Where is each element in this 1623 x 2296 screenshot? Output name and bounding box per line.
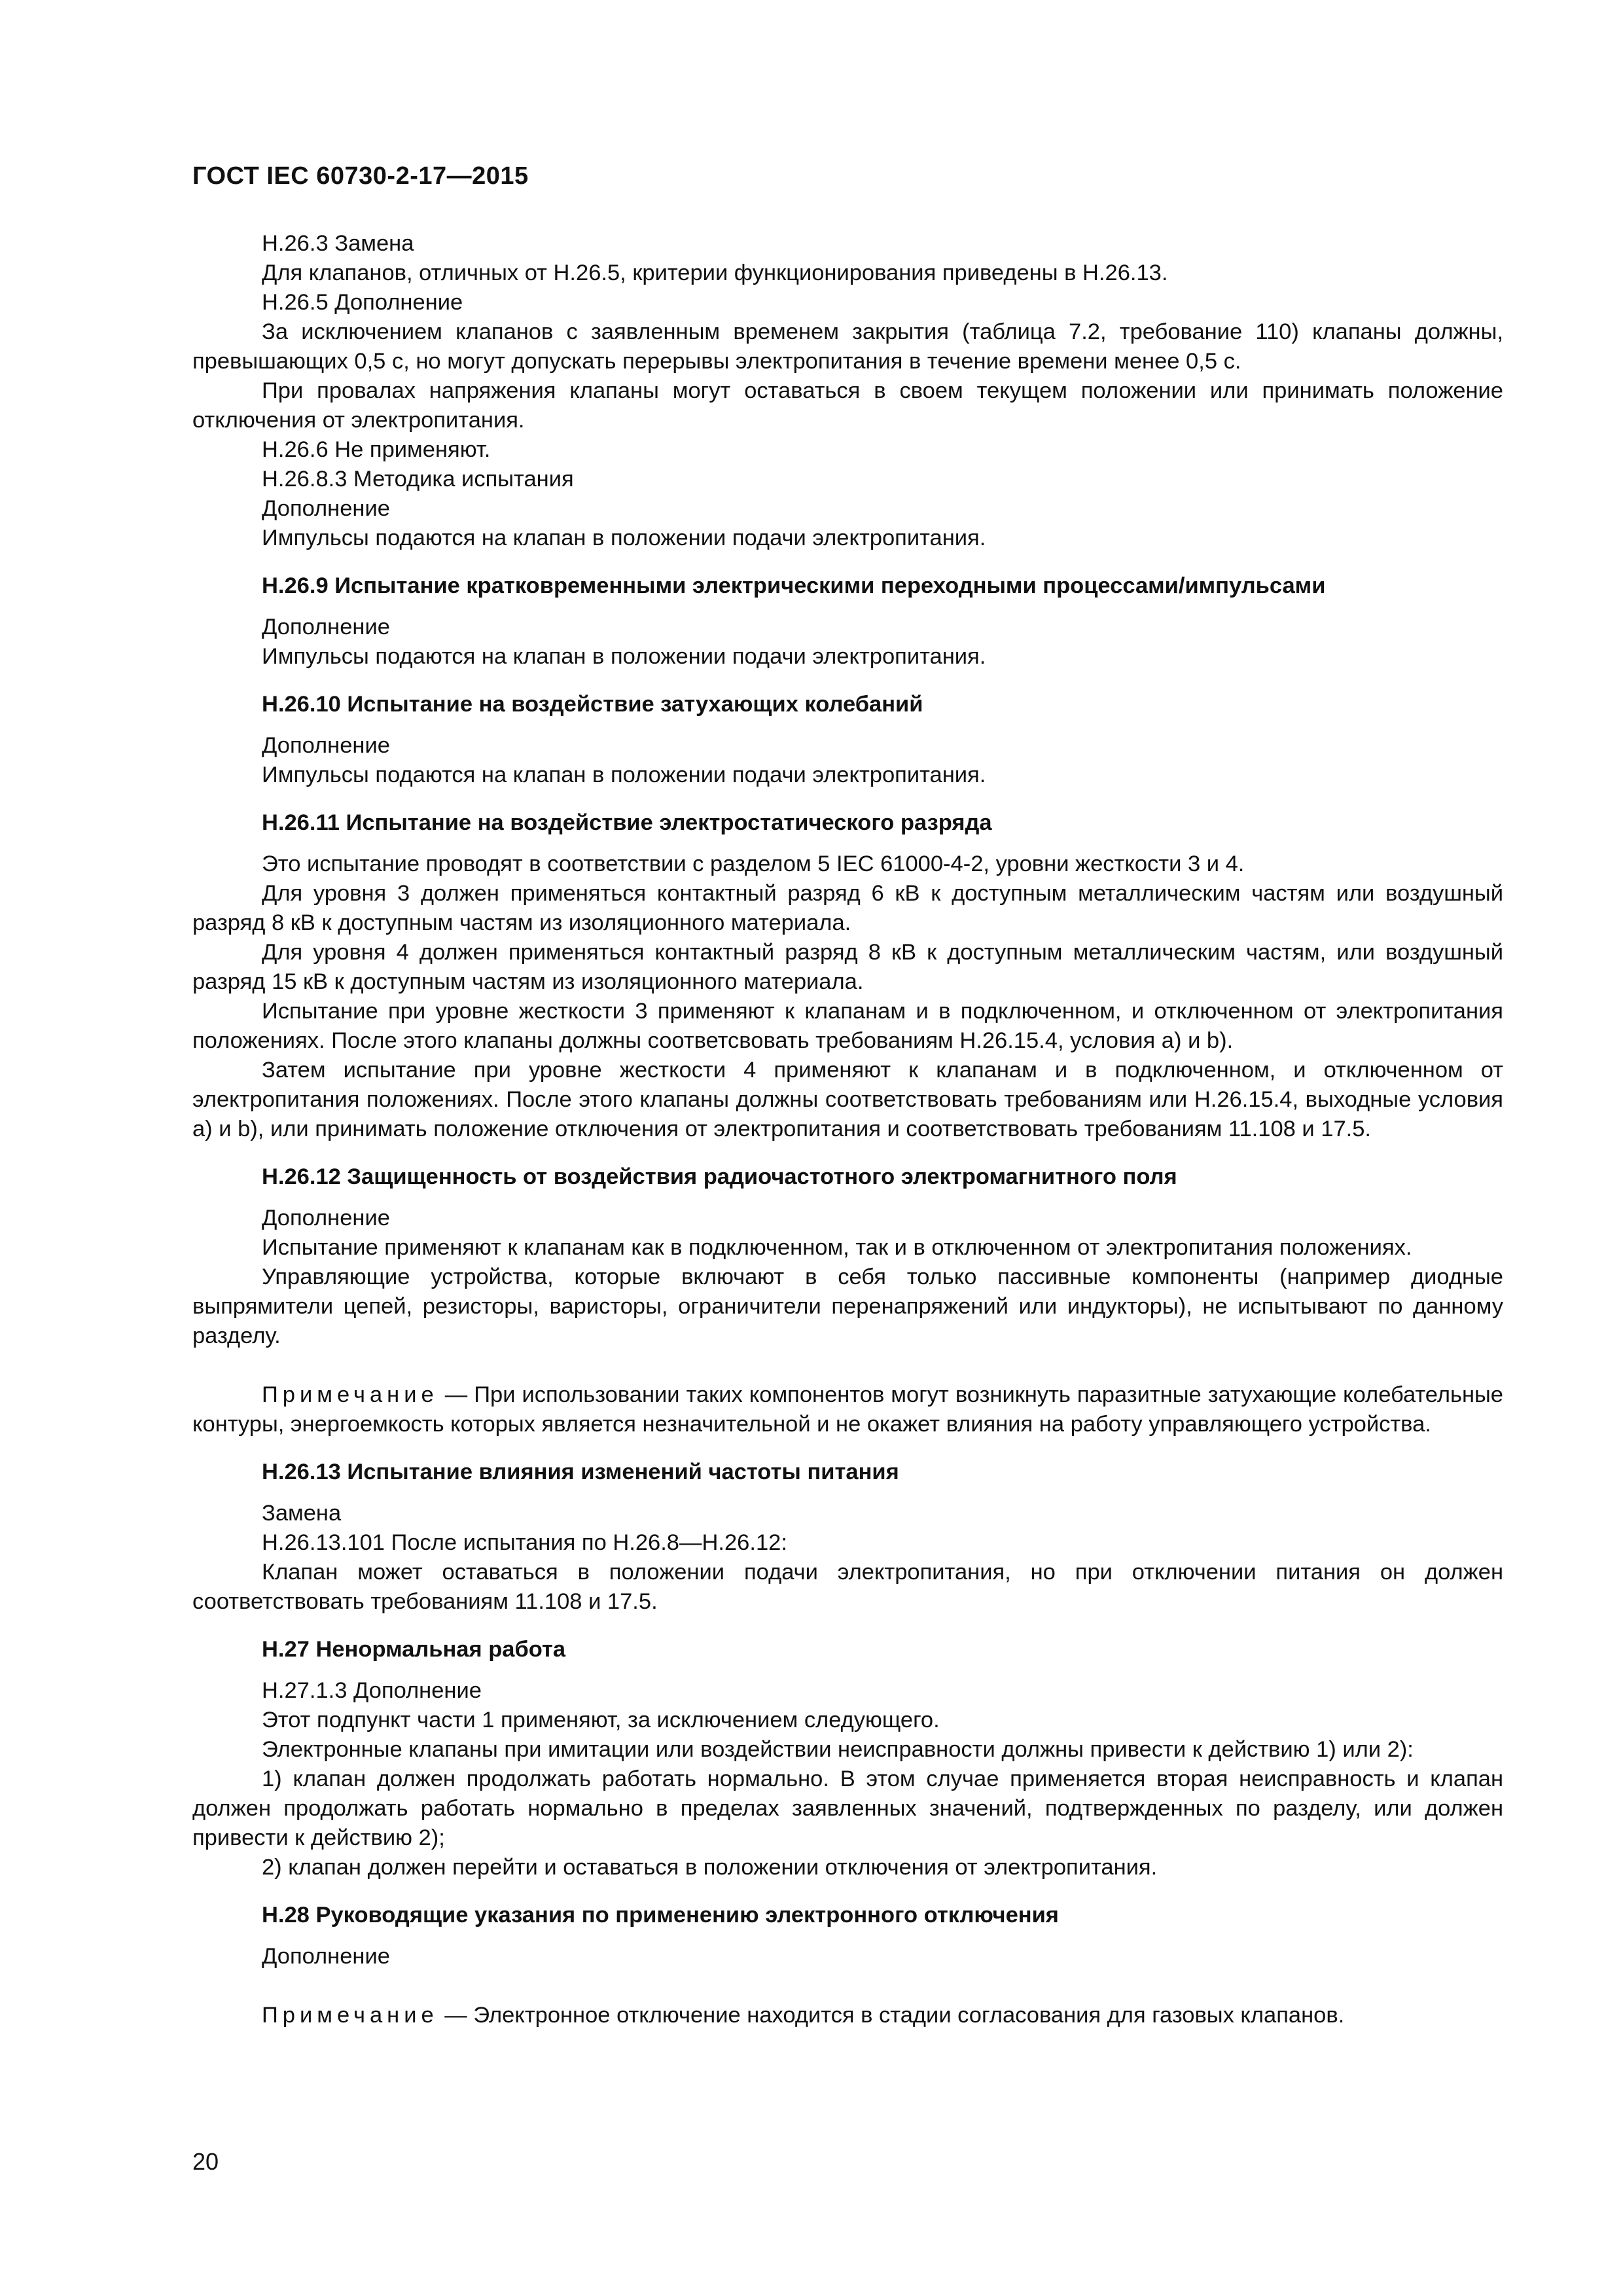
paragraph: Н.26.13.101 После испытания по Н.26.8—Н.26.12: — [262, 1530, 787, 1555]
paragraph: Это испытание проводят в соответствии с разделом 5 IEC 61000-4-2, уровни жесткости 3 и 4. — [262, 852, 1245, 876]
section-heading: Н.26.10 Испытание на воздействие затухающих колебаний — [262, 692, 923, 717]
paragraph: Дополнение — [262, 615, 390, 639]
section-heading: Н.26.11 Испытание на воздействие электростатического разряда — [262, 810, 992, 835]
paragraph: Н.26.3 Замена — [262, 231, 414, 256]
paragraph: При провалах напряжения клапаны могут оставаться в своем текущем положении или принимать положение отключения от электропитания. — [192, 378, 1503, 433]
paragraph: Импульсы подаются на клапан в положении подачи электропитания. — [262, 762, 986, 787]
page-number: 20 — [192, 2148, 219, 2175]
section-heading: Н.27 Ненормальная работа — [262, 1637, 566, 1662]
paragraph: Дополнение — [262, 733, 390, 758]
paragraph: Н.27.1.3 Дополнение — [262, 1678, 482, 1703]
paragraph: Дополнение — [262, 1206, 390, 1230]
note-text: — При использовании таких компонентов могут возникнуть паразитные затухающие колебательные контуры, энергоемкость которых является незначительной и не окажет влияния на работу управляющего устройства. — [192, 1382, 1503, 1437]
paragraph: Дополнение — [262, 496, 390, 521]
note-label: Примечание — [262, 2003, 438, 2028]
note-paragraph — [192, 1380, 1503, 1439]
note-label: Примечание — [262, 1382, 438, 1407]
paragraph: Н.26.5 Дополнение — [262, 290, 463, 315]
paragraph: Испытание применяют к клапанам как в подключенном, так и в отключенном от электропитания положениях. — [262, 1235, 1412, 1260]
paragraph: Импульсы подаются на клапан в положении подачи электропитания. — [262, 644, 986, 669]
paragraph: Этот подпункт части 1 применяют, за исключением следующего. — [262, 1708, 940, 1732]
paragraph: 1) клапан должен продолжать работать нормально. В этом случае применяется вторая неисправность и клапан должен продолжать работать нормально в пределах заявленных значений, подтвержденных по разделу, или должен привести к действию 2); — [192, 1767, 1503, 1850]
paragraph: 2) клапан должен перейти и оставаться в положении отключения от электропитания. — [262, 1855, 1158, 1880]
paragraph: Н.26.6 Не применяют. — [262, 437, 491, 462]
paragraph: Управляющие устройства, которые включают в себя только пассивные компоненты (например диодные выпрямители цепей, резисторы, варисторы, ограничители перенапряжений или индукторы), не испытывают по данному разделу. — [192, 1265, 1503, 1348]
standard-designation: ГОСТ IEC 60730-2-17—2015 — [192, 162, 529, 190]
paragraph: Электронные клапаны при имитации или воздействии неисправности должны привести к действию 1) или 2): — [262, 1737, 1414, 1762]
paragraph: За исключением клапанов с заявленным временем закрытия (таблица 7.2, требование 110) клапаны должны, превышающих 0,5 с, но могут допускать перерывы электропитания в течение времени менее 0,5 с. — [192, 319, 1503, 374]
paragraph: Затем испытание при уровне жесткости 4 применяют к клапанам и в подключенном, и отключенном от электропитания положениях. После этого клапаны должны соответствовать требованиям или Н.26.15.4, выходные условия а) и b), или принимать положение отключения от электропитания и соответствовать требованиям 11.108 и 17.5. — [192, 1058, 1503, 1141]
section-heading: Н.26.9 Испытание кратковременными электрическими переходными процессами/импульсами — [262, 573, 1326, 598]
section-heading: Н.26.12 Защищенность от воздействия радиочастотного электромагнитного поля — [262, 1164, 1177, 1189]
paragraph: Н.26.8.3 Методика испытания — [262, 467, 574, 492]
document-body — [192, 229, 1503, 2030]
paragraph: Клапан может оставаться в положении подачи электропитания, но при отключении питания он должен соответствовать требованиям 11.108 и 17.5. — [192, 1560, 1503, 1614]
paragraph: Для клапанов, отличных от Н.26.5, критерии функционирования приведены в Н.26.13. — [262, 260, 1168, 285]
paragraph: Замена — [262, 1501, 342, 1526]
paragraph: Для уровня 4 должен применяться контактный разряд 8 кВ к доступным металлическим частям, или воздушный разряд 15 кВ к доступным частям из изоляционного материала. — [192, 940, 1503, 994]
paragraph: Дополнение — [262, 1944, 390, 1969]
paragraph: Импульсы подаются на клапан в положении подачи электропитания. — [262, 526, 986, 550]
paragraph: Для уровня 3 должен применяться контактный разряд 6 кВ к доступным металлическим частям или воздушный разряд 8 кВ к доступным частям из изоляционного материала. — [192, 881, 1503, 935]
note-text: — Электронное отключение находится в стадии согласования для газовых клапанов. — [438, 2003, 1345, 2028]
section-heading: Н.26.13 Испытание влияния изменений частоты питания — [262, 1460, 899, 1484]
note-paragraph — [192, 2001, 1503, 2030]
section-heading: Н.28 Руководящие указания по применению электронного отключения — [262, 1903, 1059, 1928]
paragraph: Испытание при уровне жесткости 3 применяют к клапанам и в подключенном, и отключенном от электропитания положениях. После этого клапаны должны соответсвовать требованиям Н.26.15.4, условия а) и b). — [192, 999, 1503, 1053]
